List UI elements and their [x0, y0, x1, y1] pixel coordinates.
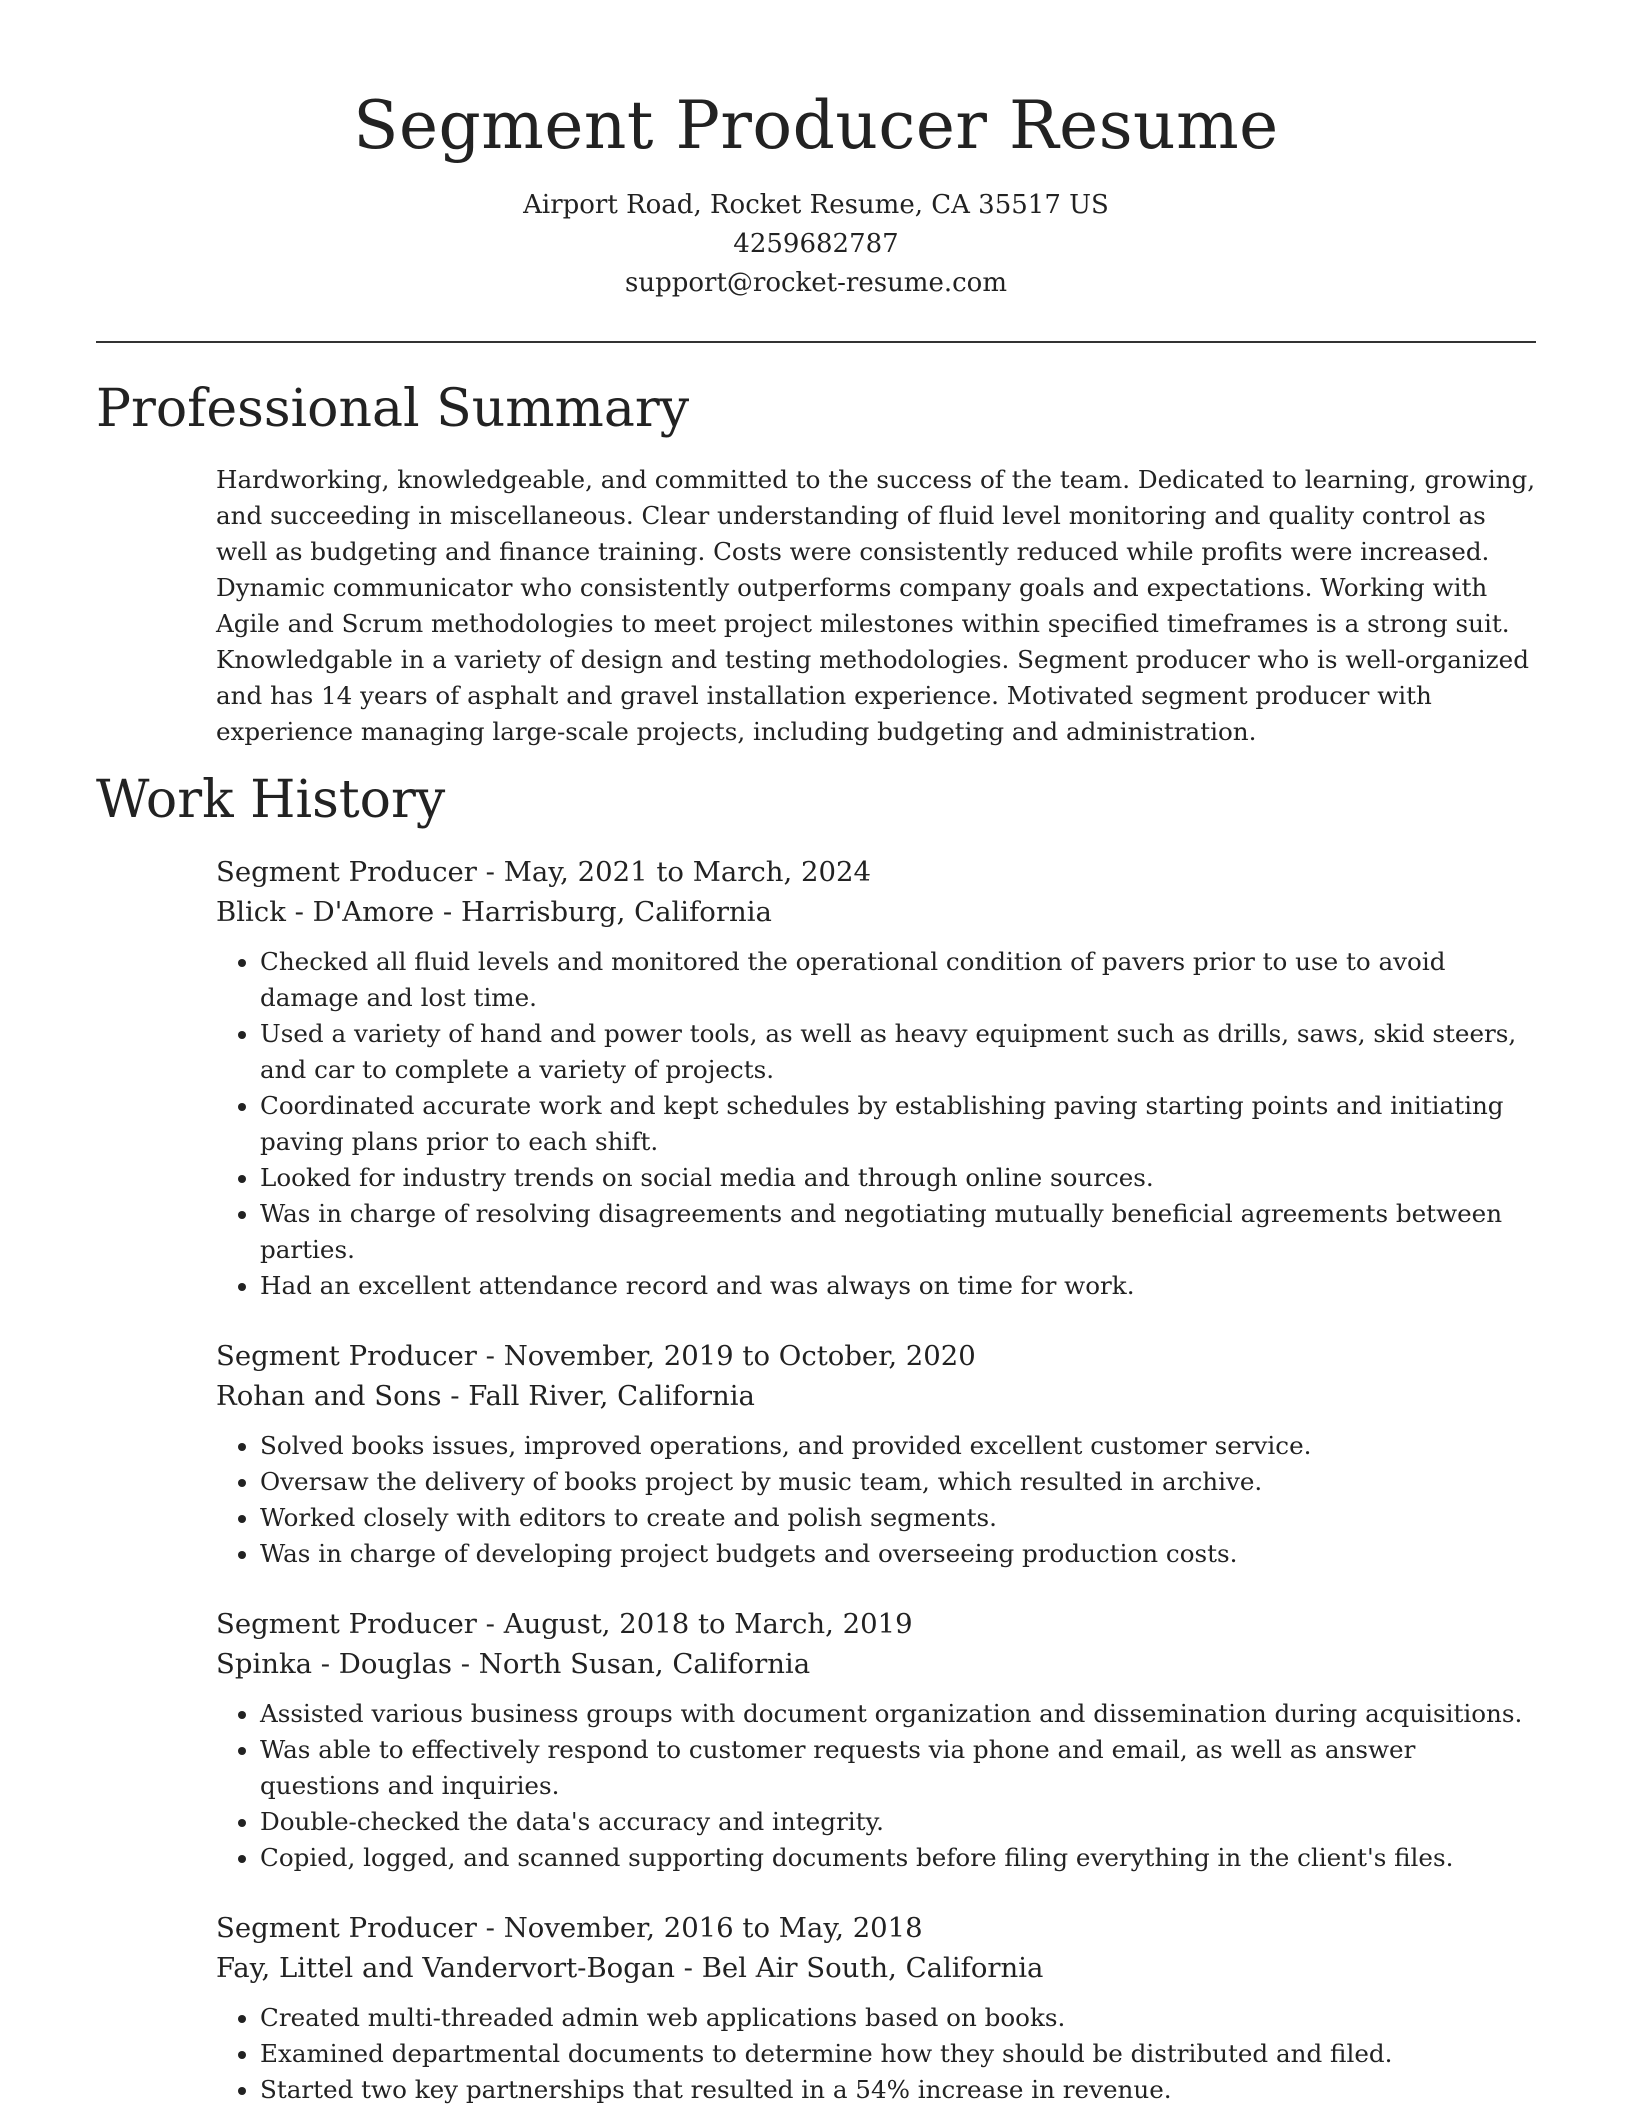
resume-title: Segment Producer Resume: [353, 87, 1279, 164]
work-history-list: [216, 852, 1538, 2112]
summary-text: Hardworking, knowledgeable, and committed to the success of the team. Dedicated to learning, growing, and succeeding in miscellaneous. Clear understanding of fluid level monitoring and quality control as well as budgeting and finance training. Costs were consistently reduced while profits were increased. Dynamic communicator who consistently outperforms company goals and expectations. Working with Agile and Scrum methodologies to meet project milestones within specified timeframes is a strong suit. Knowledgable in a variety of design and testing methodologies. Segment producer who is well-organized and has 14 years of asphalt and gravel installation experience. Motivated segment producer with experience managing large-scale projects, including budgeting and administration.: [216, 465, 1536, 746]
job-bullet: • Was able to effectively respond to customer requests via phone and email, as well as answer questions and inquiries.: [260, 1732, 1538, 1804]
contact-block: [0, 186, 1632, 303]
job-bullet: • Looked for industry trends on social media and through online sources.: [260, 1160, 1538, 1196]
job-bullets: [216, 944, 1538, 1304]
job-bullets: [216, 1696, 1538, 1876]
job-company-line: Rohan and Sons - Fall River, California: [216, 1380, 755, 1412]
job-bullet: • Copied, logged, and scanned supporting documents before filing everything in the client's files.: [260, 1840, 1538, 1876]
job-bullet: • Coordinated accurate work and kept schedules by establishing paving starting points and initiating paving plans prior to each shift.: [260, 1088, 1538, 1160]
job-location: Fall River, California: [468, 1380, 755, 1412]
job-bullet: • Worked closely with editors to create and polish segments.: [260, 1500, 1538, 1536]
job-bullet: • Oversaw the delivery of books project by music team, which resulted in archive.: [260, 1464, 1538, 1500]
job-bullet: • Assisted various business groups with document organization and dissemination during acquisitions.: [260, 1696, 1538, 1732]
job-dates: November, 2019 to October, 2020: [503, 1340, 976, 1372]
job-bullet: • Used a variety of hand and power tools, as well as heavy equipment such as drills, saws, skid steers, and car to complete a variety of projects.: [260, 1016, 1538, 1088]
job-dates: May, 2021 to March, 2024: [503, 856, 871, 888]
job-title-line: Segment Producer - November, 2019 to October, 2020: [216, 1340, 976, 1372]
job-bullet: • Created multi-threaded admin web applications based on books.: [260, 2000, 1538, 2036]
job-company: Rohan and Sons: [216, 1380, 442, 1412]
job-company: Fay, Littel and Vandervort-Bogan: [216, 1952, 675, 1984]
resume-header: [0, 80, 1632, 303]
job-entry: [216, 1604, 1538, 1876]
job-company-line: Spinka - Douglas - North Susan, California: [216, 1648, 811, 1680]
job-company-line: Fay, Littel and Vandervort-Bogan - Bel Air South, California: [216, 1952, 1044, 1984]
job-company: Blick - D'Amore: [216, 896, 435, 928]
contact-phone: 4259682787: [733, 229, 899, 259]
job-bullet: • Was in charge of resolving disagreements and negotiating mutually beneficial agreements between parties.: [260, 1196, 1538, 1268]
job-dates: November, 2016 to May, 2018: [503, 1912, 923, 1944]
job-company-line: Blick - D'Amore - Harrisburg, California: [216, 896, 772, 928]
job-bullet: • Had an excellent attendance record and was always on time for work.: [260, 1268, 1538, 1304]
job-title: Segment Producer: [216, 856, 477, 888]
job-title: Segment Producer: [216, 1608, 477, 1640]
job-entry: [216, 1336, 1538, 1572]
work-history-heading: Work History: [96, 770, 446, 830]
job-company: Spinka - Douglas: [216, 1648, 453, 1680]
job-title-line: Segment Producer - May, 2021 to March, 2024: [216, 856, 871, 888]
job-bullet: • Double-checked the data's accuracy and integrity.: [260, 1804, 1538, 1840]
job-bullet: • Was in charge of developing project budgets and overseeing production costs.: [260, 1536, 1538, 1572]
job-title: Segment Producer: [216, 1340, 477, 1372]
job-bullets: [216, 1428, 1538, 1572]
job-bullet: • Started two key partnerships that resulted in a 54% increase in revenue.: [260, 2072, 1538, 2108]
job-bullet: • Examined departmental documents to determine how they should be distributed and filed.: [260, 2036, 1538, 2072]
job-title-line: Segment Producer - November, 2016 to May, 2018: [216, 1912, 923, 1944]
header-divider: [96, 341, 1536, 343]
job-entry: [216, 852, 1538, 1304]
summary-heading: Professional Summary: [96, 379, 690, 439]
job-bullet: • Checked all fluid levels and monitored the operational condition of pavers prior to use to avoid damage and lost time.: [260, 944, 1538, 1016]
contact-address: Airport Road, Rocket Resume, CA 35517 US: [523, 190, 1109, 220]
job-title: Segment Producer: [216, 1912, 477, 1944]
job-title-line: Segment Producer - August, 2018 to March, 2019: [216, 1608, 913, 1640]
job-bullet: • Solved books issues, improved operations, and provided excellent customer service.: [260, 1428, 1538, 1464]
job-bullets: [216, 2000, 1538, 2108]
contact-email: support@rocket-resume.com: [624, 268, 1007, 298]
job-entry: [216, 1908, 1538, 2108]
job-location: North Susan, California: [478, 1648, 811, 1680]
job-dates: August, 2018 to March, 2019: [503, 1608, 913, 1640]
job-location: Bel Air South, California: [701, 1952, 1044, 1984]
job-location: Harrisburg, California: [460, 896, 772, 928]
